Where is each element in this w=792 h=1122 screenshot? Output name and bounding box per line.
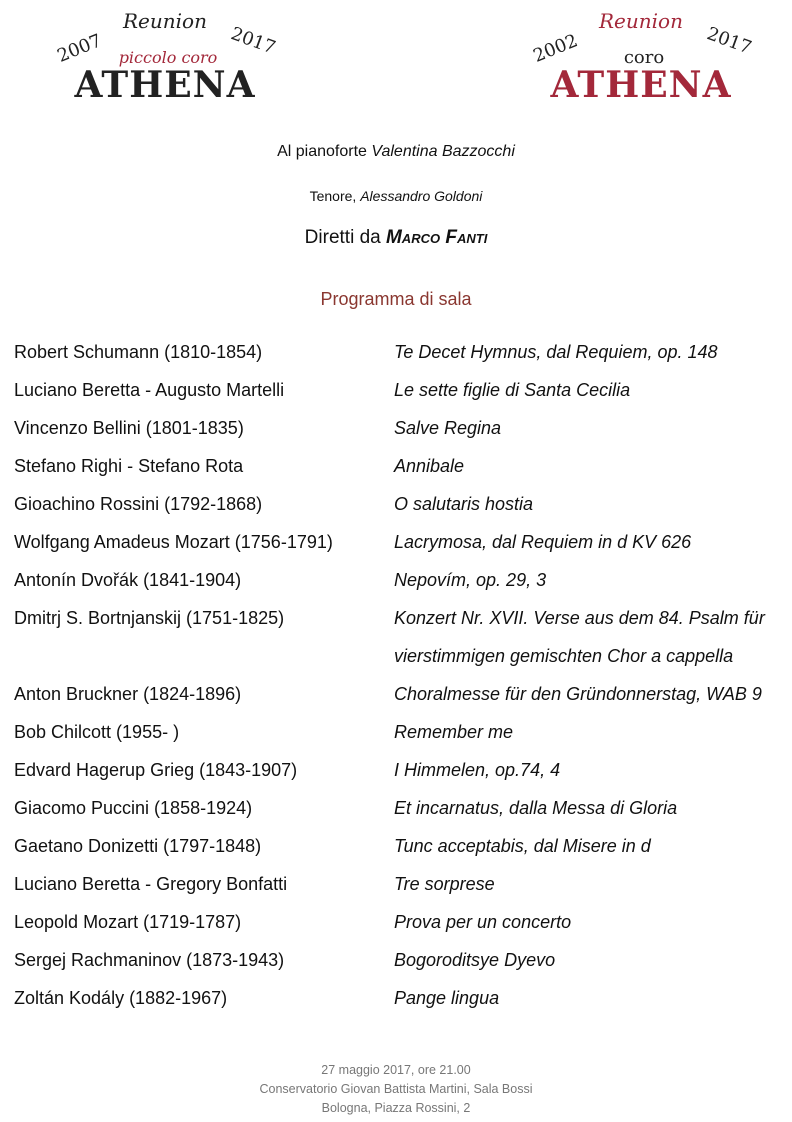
program-row [14,333,784,371]
composer: Vincenzo Bellini (1801-1835) [14,418,244,438]
work-title: Nepovím, op. 29, 3 [394,570,547,590]
program-row [14,561,784,599]
event-date: 27 maggio 2017, ore 21.00 [321,1063,471,1077]
composer: Leopold Mozart (1719-1787) [14,912,242,932]
event-venue: Conservatorio Giovan Battista Martini, Sala Bossi [259,1082,533,1096]
composer: Antonín Dvořák (1841-1904) [14,570,242,590]
work-title: Annibale [394,456,465,476]
logo-name: ATHENA [550,64,732,106]
composer: Sergej Rachmaninov (1873-1943) [14,950,285,970]
program-row [14,447,784,485]
credit-tenor [0,188,792,204]
composer: Robert Schumann (1810-1854) [14,342,263,362]
logo-year-start: 2002 [530,30,581,67]
work-title: Choralmesse für den Gründonnerstag, WAB 9 [394,684,762,704]
logo-reunion-text: Reunion [599,9,683,33]
tenor-label: Tenore, [309,188,357,204]
work-title-main: I Himmelen, [394,760,491,780]
work-title: Tunc acceptabis, dal Misere in d [394,836,651,856]
logo-coro-athena [516,6,766,106]
composer: Dmitrj S. Bortnjanskij (1751-1825) [14,608,285,628]
logo-subtitle: coro [623,47,665,68]
director-label: Diretti da [304,227,381,248]
program-list [14,333,784,1017]
composer: Anton Bruckner (1824-1896) [14,684,242,704]
composer: Gioachino Rossini (1792-1868) [14,494,263,514]
pianist-label: Al pianoforte [277,143,367,160]
program-row [14,903,784,941]
work-title: Salve Regina [394,418,502,438]
program-row [14,827,784,865]
program-row [14,865,784,903]
logo-subtitle: piccolo coro [118,48,218,67]
work-title: Pange lingua [394,988,500,1008]
logo-year-end: 2017 [227,23,279,59]
program-row [14,523,784,561]
program-row [14,409,784,447]
work-title: Le sette figlie di Santa Cecilia [394,380,631,400]
work-title-opus: op.74, 4 [490,760,561,780]
program-row [14,599,784,675]
logo-reunion-text: Reunion [123,9,207,33]
work-title: O salutaris hostia [394,494,534,514]
composer: Wolfgang Amadeus Mozart (1756-1791) [14,532,333,552]
program-row [14,751,784,789]
composer: Luciano Beretta - Gregory Bonfatti [14,874,288,894]
pianist-name: Valentina Bazzocchi [371,143,515,160]
logo-graphic [40,6,290,106]
program-row [14,485,784,523]
work-title: Tre sorprese [394,874,495,894]
director-name: Marco Fanti [385,227,488,248]
logo-graphic [516,6,766,106]
composer: Bob Chilcott (1955- ) [14,722,180,742]
program-row [14,713,784,751]
logo-name: ATHENA [74,64,256,106]
work-title: Te Decet Hymnus, dal Requiem, op. 148 [394,342,718,362]
credit-director [0,227,792,249]
tenor-name: Alessandro Goldoni [360,188,483,204]
work-title: Konzert Nr. XVII. Verse aus dem 84. Psalm für vierstimmigen gemischten Chor a cappella [394,608,765,666]
program-row [14,941,784,979]
event-footer [0,1061,792,1118]
work-title: Prova per un concerto [394,912,572,932]
composer: Zoltán Kodály (1882-1967) [14,988,228,1008]
composer: Giacomo Puccini (1858-1924) [14,798,253,818]
logo-year-end: 2017 [703,23,755,59]
composer: Gaetano Donizetti (1797-1848) [14,836,262,856]
program-row [14,979,784,1017]
work-title: Remember me [394,722,514,742]
program-row [14,675,784,713]
composer: Stefano Righi - Stefano Rota [14,456,244,476]
event-address: Bologna, Piazza Rossini, 2 [321,1101,471,1115]
work-title: Et incarnatus, dalla Messa di Gloria [394,798,678,818]
program-row [14,371,784,409]
credit-pianist [0,143,792,161]
program-row [14,789,784,827]
composer: Edvard Hagerup Grieg (1843-1907) [14,760,298,780]
work-title [394,751,784,789]
program-title: Programma di sala [320,289,472,309]
work-title: Lacrymosa, dal Requiem in d KV 626 [394,532,692,552]
work-title: Bogoroditsye Dyevo [394,950,556,970]
logo-piccolo-coro-athena [40,6,290,106]
composer: Luciano Beretta - Augusto Martelli [14,380,285,400]
logo-year-start: 2007 [54,30,105,67]
